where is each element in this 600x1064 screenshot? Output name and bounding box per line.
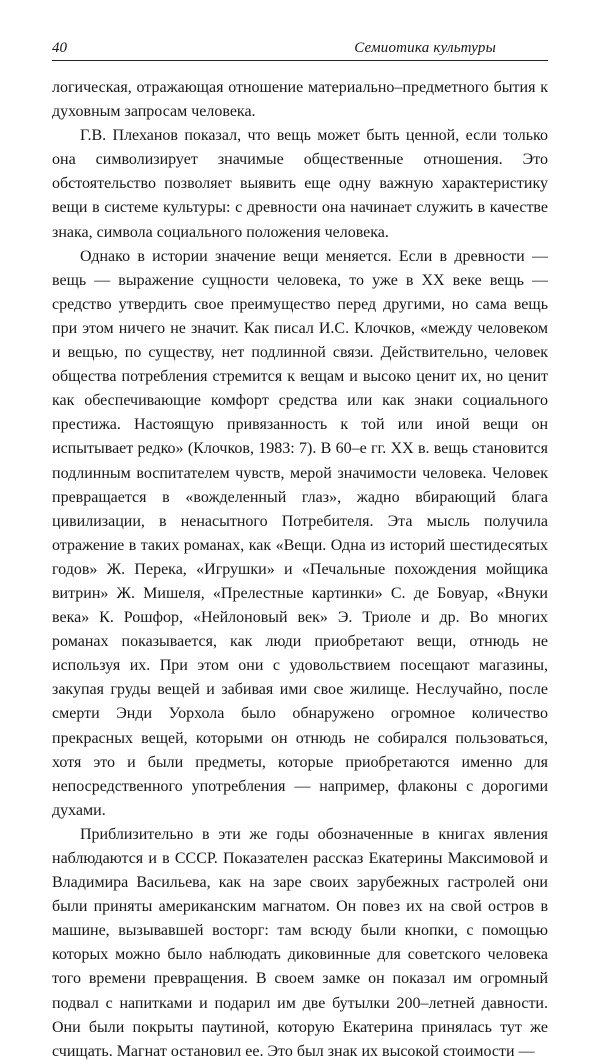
paragraph-ussr: Приблизительно в эти же годы обозначенные в книгах явления наблюдаются и в СССР. Показателен рассказ Екатерины Максимовой и Владимира Васильева, как на заре своих зарубежных гастролей они были приняты американским магнатом. Он повез их на свой остров в машине, вызывавшей восторг: там всюду были кнопки, с помощью которых можно было наблюдать диковинные для советского человека того времени превращения. В своем замке он показал им огромный подвал с напитками и подарил им две бутылки 200–летней давности. Они были покрыты паутиной, которую Екатерина принялась тут же счищать. Магнат остановил ее. Это был знак их высокой стоимости — <box>52 825 548 1060</box>
page-number: 40 <box>52 40 67 56</box>
body-text <box>52 76 548 1064</box>
paragraph-continuation: логическая, отражающая отношение материально–предметного бытия к духовным запросам человека. <box>52 79 548 121</box>
book-page <box>52 36 548 1064</box>
running-title: Семиотика культуры <box>354 40 496 56</box>
page-header <box>52 36 548 61</box>
paragraph-plekhanov: Г.В. Плеханов показал, что вещь может быть ценной, если только она символизирует значимые общественные отношения. Это обстоятельство позволяет выявить еще одну важную характеристику вещи в системе культуры: с древности она начинает служить в качестве знака, символа социального положения человека. <box>52 127 548 241</box>
paragraph-history-of-things: Однако в истории значение вещи меняется. Если в древности — вещь — выражение сущности человека, то уже в XX веке вещь — средство утвердить свое преимущество перед другими, но сама вещь при этом ничего не значит. Как писал И.С. Клочков, «между человеком и вещью, по существу, нет подлинной связи. Действительно, человек общества потребления стремится к вещам и высоко ценит их, но ценит как обеспечивающие комфорт средства или как знаки социального престижа. Настоящую привязанность к той или иной вещи он испытывает редко» (Клочков, 1983: 7). В 60–е гг. XX в. вещь становится подлинным воспитателем чувств, мерой значимости человека. Человек превращается в «вожделенный глаз», жадно вбирающий блага цивилизации, в ненасытного Потребителя. Эта мысль получила отражение в таких романах, как «Вещи. Одна из историй шестидесятых годов» Ж. Перека, «Игрушки» и «Печальные похождения мойщика витрин» Ж. Мишеля, «Прелестные картинки» С. де Бовуар, «Внуки века» К. Рошфор, «Нейлоновый век» Э. Триоле и др. Во многих романах показывается, как люди приобретают вещи, отнюдь не используя их. При этом они с удовольствием посещают магазины, закупая груды вещей и забивая ими свое жилище. Неслучайно, после смерти Энди Уорхола было обнаружено огромное количество прекрасных вещей, которыми он отнюдь не собирался пользоваться, хотя это и были предметы, которые приобретаются именно для непосредственного употребления — например, флаконы с дорогими духами. <box>52 247 548 819</box>
